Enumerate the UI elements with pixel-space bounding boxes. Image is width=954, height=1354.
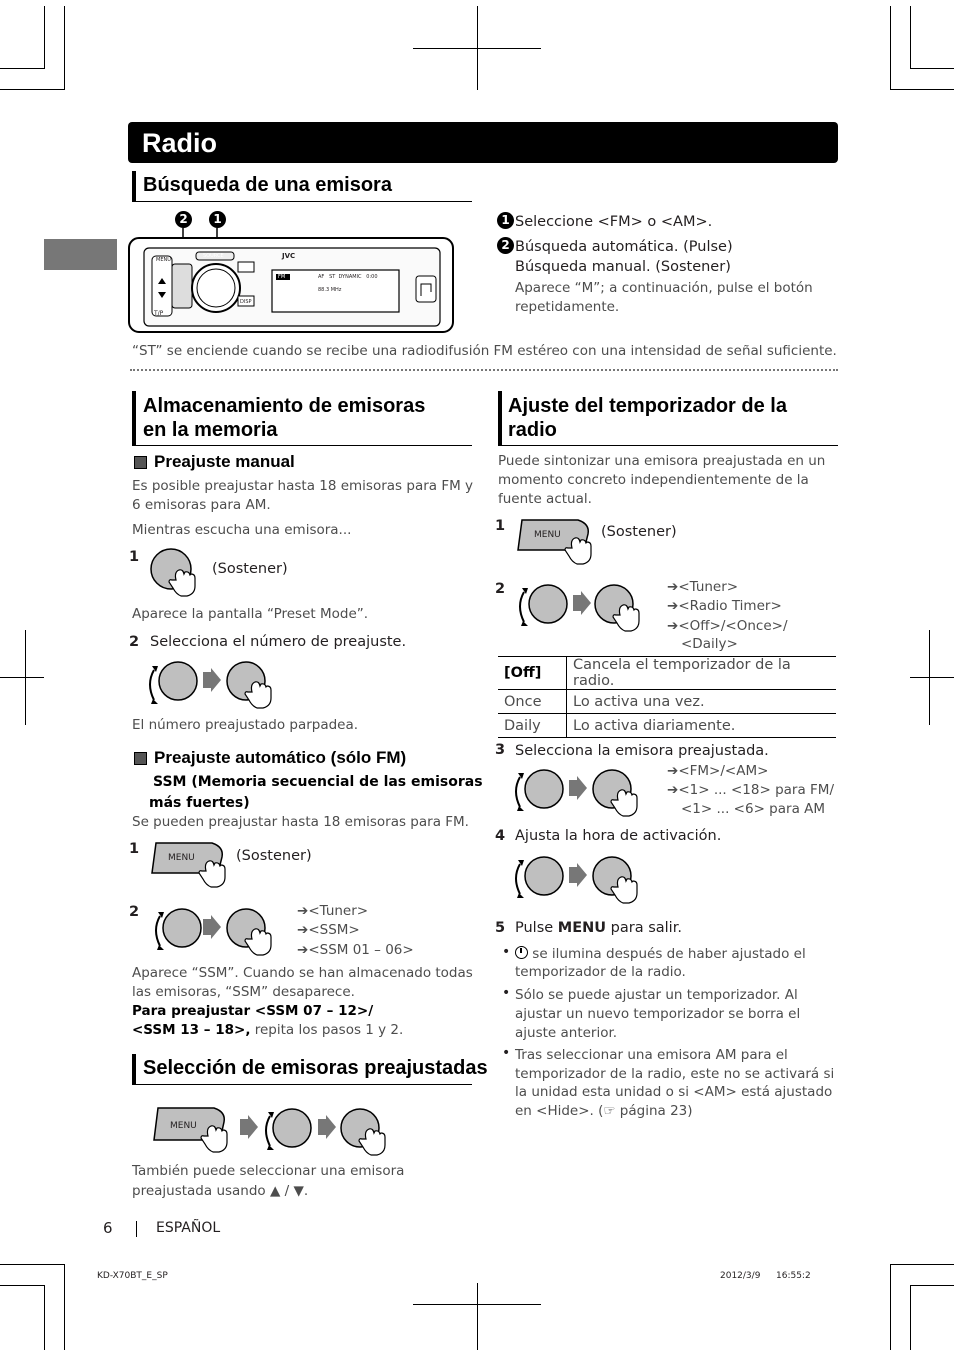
table-value: Cancela el temporizador de la radio. [573, 657, 791, 689]
step-number: 4 [495, 828, 506, 844]
step3-opt-1: <FM>/<AM> [678, 763, 769, 779]
step3-opt-2b: <1> ... <6> para AM [681, 801, 826, 817]
menu-button-label: MENU [534, 530, 561, 540]
arrow-icon: ➔ [297, 922, 309, 938]
bullet1-l1: se ilumina después de haber ajustado el [528, 946, 806, 962]
busqueda-step-2b: Búsqueda manual. (Sostener) [515, 259, 731, 275]
page-title: Radio [142, 128, 218, 158]
manual-step1-note: Aparece la pantalla “Preset Mode”. [132, 606, 369, 622]
step-number: 2 [495, 581, 506, 597]
table-value: Lo activa diariamente. [573, 717, 736, 734]
menu-button-label: MENU [170, 1121, 197, 1131]
dotted-divider [130, 369, 838, 371]
timer-step1-text: (Sostener) [601, 524, 677, 540]
step-number: 3 [495, 742, 506, 758]
step5-bold: MENU [557, 920, 607, 936]
timer-opt-1: <Tuner> [678, 579, 739, 595]
step-number: 5 [495, 920, 506, 936]
bullet1-l2: temporizador de la radio. [515, 964, 686, 980]
arrow-icon: ➔ [667, 579, 679, 595]
knob-turn-press-icon [146, 658, 296, 708]
heading-bar [132, 171, 136, 202]
auto-opt-3: <SSM 01 – 06> [308, 942, 414, 958]
bullet-icon: • [502, 985, 511, 1001]
auto-opt-2: <SSM> [308, 922, 360, 938]
title-bar [128, 122, 838, 163]
menu-button-press-icon [150, 841, 240, 889]
footer-date: 2012/3/9 [720, 1271, 761, 1281]
section-tab [44, 239, 117, 270]
fm-indicator: FM [278, 274, 286, 280]
ssm-title-l2: más fuertes) [149, 795, 250, 811]
tp-label: T/P [154, 310, 164, 317]
clock-icon [515, 946, 528, 959]
busqueda-note-l2: repetidamente. [515, 299, 620, 315]
arrow-icon: ➔ [297, 942, 309, 958]
bullet2-l3: ajuste anterior. [515, 1025, 618, 1041]
arrow-icon: ➔ [667, 763, 679, 779]
st-note: “ST” se enciende cuando se recibe una radiodifusión FM estéreo con una intensidad de señal suficiente. [132, 343, 837, 359]
busqueda-note-l1: Aparece “M”; a continuación, pulse el botón [515, 280, 813, 296]
section-heading-almacenamiento-l2: en la memoria [143, 419, 278, 441]
divider [132, 445, 472, 446]
step-2-bullet: 2 [497, 237, 514, 254]
knob-turn-press-icon [516, 580, 666, 630]
manual-step2-text: Selecciona el número de preajuste. [150, 634, 407, 650]
section-heading-temporizador-l1: Ajuste del temporizador de la [508, 395, 787, 417]
bullet3-l1: Tras seleccionar una emisora AM para el [515, 1047, 788, 1063]
auto-opt-1: <Tuner> [308, 903, 369, 919]
subheading-square-icon [134, 456, 147, 469]
table-key: Once [498, 690, 567, 714]
footer-time: 16:55:2 [776, 1271, 811, 1281]
bullet2-l2: ajustar un nuevo temporizador se borra el [515, 1006, 801, 1022]
car-stereo-illustration [128, 226, 455, 334]
callout-1: 1 [209, 211, 226, 228]
display-line-1: AF ST DYNAMIC 0:00 [318, 274, 378, 280]
arrow-icon: ➔ [667, 598, 679, 614]
footer-code: KD-X70BT_E_SP [97, 1271, 168, 1281]
ssm-title-l1: SSM (Memoria secuencial de las emisoras [153, 774, 483, 790]
subheading-auto: Preajuste automático (sólo FM) [154, 748, 407, 767]
bullet3-l3: la unidad esta unidad o si <AM> está ajustado [515, 1084, 833, 1100]
knob-turn-press-icon [152, 904, 302, 954]
auto-note-l2: las emisoras, “SSM” desaparece. [132, 984, 355, 1000]
timer-opt-2: <Radio Timer> [678, 598, 782, 614]
arrow-icon: ➔ [667, 618, 679, 634]
bullet3-l4: en <Hide>. (☞ página 23) [515, 1103, 693, 1119]
knob-turn-press-icon [512, 765, 662, 815]
section-heading-temporizador-l2: radio [508, 419, 557, 441]
timer-step4-text: Ajusta la hora de activación. [515, 828, 722, 844]
busqueda-step-1: Seleccione <FM> o <AM>. [515, 214, 713, 230]
seleccion-note-l1: También puede seleccionar una emisora [132, 1163, 405, 1179]
section-heading-busqueda: Búsqueda de una emisora [143, 174, 392, 196]
step-number: 2 [129, 634, 140, 650]
divider [132, 1084, 472, 1085]
page-number: 6 [103, 1219, 113, 1237]
menu-label: MENU [156, 257, 171, 263]
subheading-manual: Preajuste manual [154, 452, 295, 471]
table-key: Daily [498, 714, 567, 738]
callout-2: 2 [175, 211, 192, 228]
bullet2-l1: Sólo se puede ajustar un temporizador. Al [515, 987, 798, 1003]
step3-opt-2a: <1> ... <18> para FM/ [678, 782, 834, 798]
table-row [498, 657, 836, 690]
table-value: Lo activa una vez. [573, 693, 705, 710]
manual-step1-text: (Sostener) [212, 561, 288, 577]
timer-opt-3a: <Off>/<Once>/ [678, 618, 788, 634]
timer-step3-text: Selecciona la emisora preajustada. [515, 743, 769, 759]
manual-intro-l1: Es posible preajustar hasta 18 emisoras para FM y [132, 478, 474, 494]
auto-bold-l2: <SSM 13 – 18>, [132, 1022, 251, 1038]
section-heading-almacenamiento-l1: Almacenamiento de emisoras [143, 395, 426, 417]
heading-bar [132, 1054, 136, 1085]
auto-step1-text: (Sostener) [236, 848, 312, 864]
bullet3-l2: temporizador de la radio, este no se activará si [515, 1066, 835, 1082]
menu-button-label: MENU [168, 853, 195, 863]
timer-opt-3b: <Daily> [681, 636, 738, 652]
step-number: 2 [129, 904, 140, 920]
display-line-2: 88.3 MHz [318, 287, 342, 293]
table-row [498, 690, 836, 714]
menu-turn-press-icon [152, 1104, 412, 1159]
step-number: 1 [495, 518, 506, 534]
bullet-icon: • [502, 1045, 511, 1061]
divider [498, 445, 838, 446]
subheading-square-icon [134, 752, 147, 765]
step5-post: para salir. [606, 920, 682, 936]
source-label: SOURCE [203, 253, 224, 259]
heading-bar [498, 391, 502, 446]
step5-pre: Pulse [515, 920, 558, 936]
brand-logo: JVC [282, 252, 296, 260]
seleccion-note-l2: preajustada usando ▲ / ▼. [132, 1183, 309, 1199]
step-number: 1 [129, 549, 140, 565]
menu-button-press-icon [516, 518, 606, 566]
step-1-bullet: 1 [497, 212, 514, 229]
table-key: [Off] [498, 657, 567, 690]
manual-while: Mientras escucha una emisora... [132, 522, 352, 538]
heading-bar [132, 391, 136, 446]
disp-label: DISP [240, 299, 252, 305]
auto-bold-l1: Para preajustar <SSM 07 – 12>/ [132, 1003, 374, 1019]
footer-separator [136, 1221, 137, 1237]
knob-press-icon [150, 548, 212, 598]
timer-intro-l1: Puede sintonizar una emisora preajustada en un [498, 453, 826, 469]
footer-language: ESPAÑOL [156, 1220, 221, 1236]
table-row [498, 714, 836, 738]
manual-step2-note: El número preajustado parpadea. [132, 717, 359, 733]
section-heading-seleccion: Selección de emisoras preajustadas [143, 1057, 488, 1079]
timer-intro-l2: momento concreto independientemente de la [498, 472, 809, 488]
divider [132, 201, 472, 202]
arrow-icon: ➔ [297, 903, 309, 919]
step-number: 1 [129, 841, 140, 857]
timer-options-table [498, 656, 836, 738]
arrow-icon: ➔ [667, 782, 679, 798]
auto-note-l1: Aparece “SSM”. Cuando se han almacenado todas [132, 965, 473, 981]
auto-intro: Se pueden preajustar hasta 18 emisoras para FM. [132, 814, 469, 830]
timer-intro-l3: fuente actual. [498, 491, 592, 507]
manual-intro-l2: 6 emisoras para AM. [132, 497, 271, 513]
busqueda-step-2a: Búsqueda automática. (Pulse) [515, 239, 733, 255]
auto-repeat: repita los pasos 1 y 2. [250, 1022, 404, 1038]
bullet-icon: • [502, 944, 511, 960]
knob-turn-press-icon [512, 852, 662, 902]
